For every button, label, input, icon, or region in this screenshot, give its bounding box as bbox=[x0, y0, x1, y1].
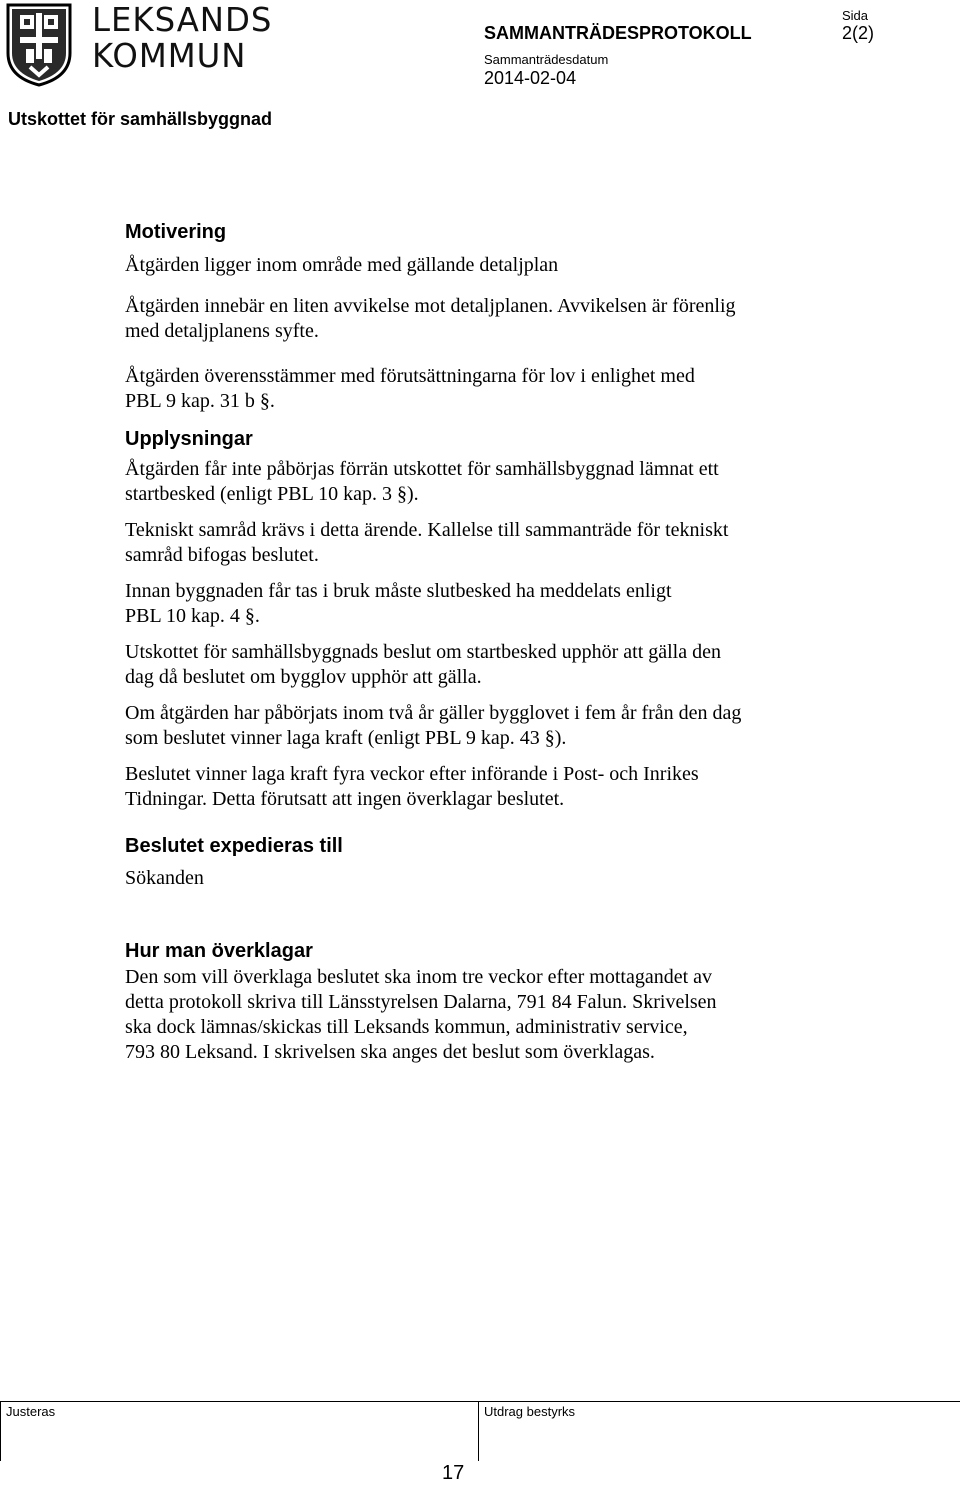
footer-separator bbox=[478, 1401, 479, 1461]
upplysningar-paragraph: dag då beslutet om bygglov upphör att gälla. bbox=[125, 666, 482, 688]
motivering-paragraph: Åtgärden innebär en liten avvikelse mot detaljplanen. Avvikelsen är förenlig bbox=[125, 295, 736, 317]
motivering-paragraph: PBL 9 kap. 31 b §. bbox=[125, 390, 275, 412]
footer-utdrag-label: Utdrag bestyrks bbox=[484, 1404, 576, 1419]
municipal-crest-logo bbox=[6, 3, 72, 87]
upplysningar-paragraph: samråd bifogas beslutet. bbox=[125, 544, 319, 566]
upplysningar-paragraph: Innan byggnaden får tas i bruk måste slutbesked ha meddelats enligt bbox=[125, 580, 672, 602]
heading-expedieras: Beslutet expedieras till bbox=[125, 835, 343, 857]
upplysningar-paragraph: Tekniskt samråd krävs i detta ärende. Kallelse till sammanträde för tekniskt bbox=[125, 519, 729, 541]
upplysningar-paragraph: Utskottet för samhällsbyggnads beslut om startbesked upphör att gälla den bbox=[125, 641, 721, 663]
upplysningar-paragraph: som beslutet vinner laga kraft (enligt PBL 9 kap. 43 §). bbox=[125, 727, 567, 749]
upplysningar-paragraph: Om åtgärden har påbörjats inom två år gäller bygglovet i fem år från den dag bbox=[125, 702, 742, 724]
meeting-date: 2014-02-04 bbox=[484, 68, 577, 88]
brand-line-2: KOMMUN bbox=[92, 36, 247, 75]
meeting-date-label: Sammanträdesdatum bbox=[484, 52, 609, 67]
heading-motivering: Motivering bbox=[125, 221, 227, 243]
overklagar-line: 793 80 Leksand. I skrivelsen ska anges det beslut som överklagas. bbox=[125, 1041, 655, 1063]
heading-upplysningar: Upplysningar bbox=[125, 428, 253, 450]
brand-wordmark bbox=[92, 2, 282, 74]
footer-page-number: 17 bbox=[442, 1462, 465, 1484]
upplysningar-paragraph: Tidningar. Detta förutsatt att ingen överklagar beslutet. bbox=[125, 788, 565, 810]
footer-justeras-label: Justeras bbox=[6, 1404, 56, 1419]
overklagar-line: detta protokoll skriva till Länsstyrelsen Dalarna, 791 84 Falun. Skrivelsen bbox=[125, 991, 717, 1013]
overklagar-line: Den som vill överklaga beslutet ska inom tre veckor efter mottagandet av bbox=[125, 966, 713, 988]
heading-overklagar: Hur man överklagar bbox=[125, 940, 313, 962]
expedieras-recipient: Sökanden bbox=[125, 867, 204, 889]
footer-rule bbox=[0, 1401, 960, 1402]
footer-separator bbox=[0, 1401, 1, 1461]
motivering-paragraph: med detaljplanens syfte. bbox=[125, 320, 319, 342]
page-label: Sida bbox=[842, 8, 869, 23]
overklagar-line: ska dock lämnas/skickas till Leksands kommun, administrativ service, bbox=[125, 1016, 688, 1038]
brand-line-1: LEKSANDS bbox=[92, 0, 273, 39]
upplysningar-paragraph: startbesked (enligt PBL 10 kap. 3 §). bbox=[125, 483, 419, 505]
committee-name: Utskottet för samhällsbyggnad bbox=[8, 109, 273, 129]
upplysningar-paragraph: Åtgärden får inte påbörjas förrän utskottet för samhällsbyggnad lämnat ett bbox=[125, 458, 719, 480]
document-body bbox=[125, 220, 825, 1065]
page-indicator: 2(2) bbox=[842, 23, 875, 43]
document-type: SAMMANTRÄDESPROTOKOLL bbox=[484, 23, 752, 43]
upplysningar-paragraph: PBL 10 kap. 4 §. bbox=[125, 605, 260, 627]
upplysningar-paragraph: Beslutet vinner laga kraft fyra veckor efter införande i Post- och Inrikes bbox=[125, 763, 699, 785]
motivering-paragraph: Åtgärden ligger inom område med gällande detaljplan bbox=[125, 254, 559, 276]
motivering-paragraph: Åtgärden överensstämmer med förutsättningarna för lov i enlighet med bbox=[125, 365, 695, 387]
